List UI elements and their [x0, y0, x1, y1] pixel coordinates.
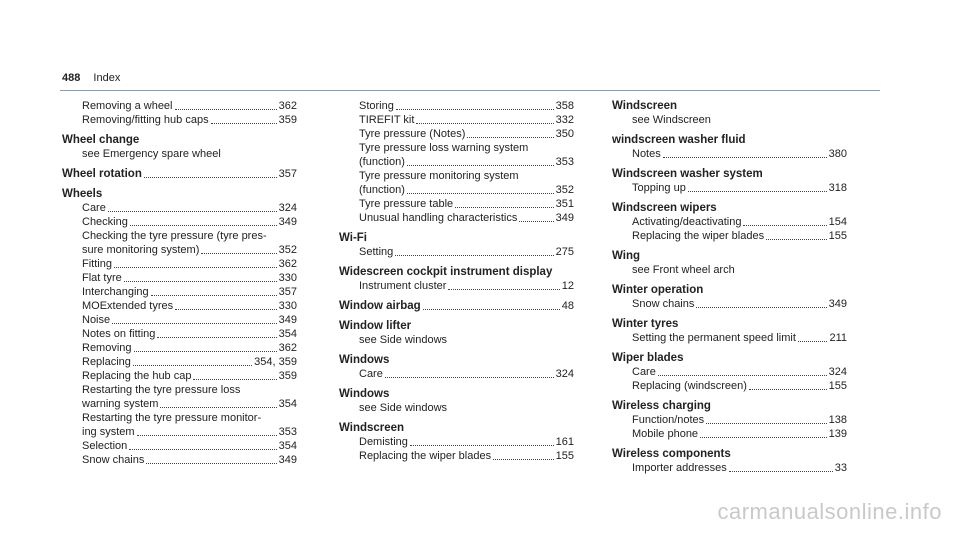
- page-reference: 330: [278, 272, 297, 284]
- index-subentry: [62, 271, 297, 285]
- page-reference: 354: [278, 328, 297, 340]
- page-reference: 161: [555, 436, 574, 448]
- entry-label: Care: [632, 366, 656, 378]
- page-reference: 332: [555, 114, 574, 126]
- dot-leader: [493, 459, 554, 460]
- index-subentry: [339, 367, 574, 381]
- index-subentry: [339, 127, 574, 141]
- entry-label: Replacing the wiper blades: [632, 230, 765, 242]
- index-subentry: [339, 435, 574, 449]
- index-heading-entry: [62, 167, 297, 181]
- page-reference: 138: [828, 414, 847, 426]
- index-subentry: [62, 243, 297, 257]
- entry-label: (function): [359, 156, 405, 168]
- entry-label: Notes on fitting: [82, 328, 156, 340]
- index-subentry: [612, 215, 847, 229]
- entry-label: Removing/fitting hub caps: [82, 114, 209, 126]
- index-subentry: [612, 379, 847, 393]
- index-subentry: [62, 341, 297, 355]
- page-reference: 154: [828, 216, 847, 228]
- page-reference: 324: [278, 202, 297, 214]
- page-reference: 350: [555, 128, 574, 140]
- page-reference: 352: [555, 184, 574, 196]
- page-reference: 357: [278, 286, 297, 298]
- entry-continuation: Tyre pressure loss warning system: [359, 142, 529, 154]
- page-reference: 349: [828, 298, 847, 310]
- entry-continuation: Restarting the tyre pressure monitor-: [82, 412, 262, 424]
- entry-label: Checking: [82, 216, 128, 228]
- dot-leader: [396, 109, 554, 110]
- page-reference: 359: [278, 370, 297, 382]
- page-reference: 357: [278, 168, 297, 180]
- entry-label: TIREFIT kit: [359, 114, 415, 126]
- dot-leader: [395, 255, 553, 256]
- index-heading: windscreen washer fluid: [612, 134, 746, 146]
- entry-label: Wheel rotation: [62, 168, 142, 180]
- index-subentry: [62, 285, 297, 299]
- index-subentry: [62, 99, 297, 113]
- dot-leader: [467, 137, 553, 138]
- dot-leader: [448, 289, 559, 290]
- dot-leader: [146, 463, 276, 464]
- page-reference: 139: [828, 428, 847, 440]
- entry-label: MOExtended tyres: [82, 300, 174, 312]
- entry-label: Storing: [359, 100, 394, 112]
- index-subentry: [339, 183, 574, 197]
- dot-leader: [700, 437, 827, 438]
- dot-leader: [133, 365, 252, 366]
- entry-label: Setting the permanent speed limit: [632, 332, 796, 344]
- dot-leader: [423, 309, 560, 310]
- entry-label: Care: [82, 202, 106, 214]
- dot-leader: [144, 177, 277, 178]
- index-heading: Window lifter: [339, 320, 412, 332]
- index-column-1: [62, 99, 297, 467]
- page-reference: 33: [834, 462, 847, 474]
- entry-label: Replacing the hub cap: [82, 370, 192, 382]
- index-subentry: [339, 155, 574, 169]
- page-reference: 155: [555, 450, 574, 462]
- dot-leader: [706, 423, 826, 424]
- index-subentry: [62, 113, 297, 127]
- entry-label: Activating/deactivating: [632, 216, 742, 228]
- index-subentry: [62, 439, 297, 453]
- index-subentry: [62, 453, 297, 467]
- page-reference: 362: [278, 342, 297, 354]
- index-heading: Wireless charging: [612, 400, 711, 412]
- entry-label: Topping up: [632, 182, 686, 194]
- entry-label: Mobile phone: [632, 428, 699, 440]
- index-subentry: [62, 355, 297, 369]
- page-reference: 349: [555, 212, 574, 224]
- page-reference: 354: [278, 398, 297, 410]
- entry-label: Tyre pressure table: [359, 198, 454, 210]
- entry-continuation: Tyre pressure monitoring system: [359, 170, 519, 182]
- dot-leader: [658, 375, 827, 376]
- entry-label: Function/notes: [632, 414, 705, 426]
- index-subentry: [339, 279, 574, 293]
- entry-label: Noise: [82, 314, 111, 326]
- page-reference: 48: [561, 300, 574, 312]
- dot-leader: [130, 225, 277, 226]
- index-heading: Wheels: [62, 188, 103, 200]
- entry-label: Notes: [632, 148, 661, 160]
- dot-leader: [175, 309, 277, 310]
- dot-leader: [201, 253, 276, 254]
- index-subentry: [612, 461, 847, 475]
- dot-leader: [134, 351, 277, 352]
- index-subentry: [62, 369, 297, 383]
- see-reference: see Side windows: [359, 402, 448, 414]
- dot-leader: [688, 191, 827, 192]
- entry-label: Removing a wheel: [82, 100, 173, 112]
- index-subentry: [339, 99, 574, 113]
- entry-label: Importer addresses: [632, 462, 727, 474]
- page-number: 488: [62, 72, 81, 84]
- entry-label: Snow chains: [82, 454, 145, 466]
- dot-leader: [114, 267, 277, 268]
- entry-label: Fitting: [82, 258, 112, 270]
- page-reference: 353: [555, 156, 574, 168]
- page-reference: 359: [278, 114, 297, 126]
- dot-leader: [407, 165, 554, 166]
- entry-label: Setting: [359, 246, 394, 258]
- entry-label: Window airbag: [339, 300, 421, 312]
- entry-label: Replacing the wiper blades: [359, 450, 492, 462]
- index-heading: Windows: [339, 354, 390, 366]
- index-subentry: [339, 197, 574, 211]
- dot-leader: [743, 225, 826, 226]
- index-subentry: [62, 299, 297, 313]
- page-reference: 354, 359: [254, 356, 297, 368]
- index-column-3: [612, 99, 847, 475]
- see-reference: see Front wheel arch: [632, 264, 735, 276]
- entry-label: Interchanging: [82, 286, 149, 298]
- dot-leader: [151, 295, 277, 296]
- index-subentry: [612, 229, 847, 243]
- page-reference: 352: [278, 244, 297, 256]
- index-heading-entry: [339, 299, 574, 313]
- page-header: [62, 72, 120, 84]
- page-reference: 318: [828, 182, 847, 194]
- entry-label: warning system: [82, 398, 159, 410]
- index-subentry: [612, 331, 847, 345]
- index-subentry: [339, 211, 574, 225]
- entry-continuation: Checking the tyre pressure (tyre pres-: [82, 230, 267, 242]
- entry-label: sure monitoring system): [82, 244, 200, 256]
- entry-label: Replacing: [82, 356, 131, 368]
- dot-leader: [407, 193, 554, 194]
- index-heading: Windscreen: [339, 422, 405, 434]
- page-reference: 351: [555, 198, 574, 210]
- dot-leader: [211, 123, 277, 124]
- page-reference: 155: [828, 230, 847, 242]
- page-reference: 349: [278, 314, 297, 326]
- index-subentry: [612, 147, 847, 161]
- index-subentry: [612, 181, 847, 195]
- index-heading: Wireless components: [612, 448, 731, 460]
- index-heading: Wing: [612, 250, 640, 262]
- index-heading: Windscreen: [612, 100, 678, 112]
- index-heading: Wheel change: [62, 134, 140, 146]
- dot-leader: [108, 211, 277, 212]
- entry-label: (function): [359, 184, 405, 196]
- dot-leader: [124, 281, 277, 282]
- dot-leader: [696, 307, 826, 308]
- watermark: carmanualsonline.info: [717, 499, 942, 524]
- dot-leader: [749, 389, 827, 390]
- dot-leader: [766, 239, 827, 240]
- page-reference: 362: [278, 258, 297, 270]
- entry-continuation: Restarting the tyre pressure loss: [82, 384, 241, 396]
- dot-leader: [663, 157, 827, 158]
- dot-leader: [729, 471, 833, 472]
- dot-leader: [137, 435, 277, 436]
- page-reference: 358: [555, 100, 574, 112]
- entry-label: Selection: [82, 440, 128, 452]
- dot-leader: [519, 221, 553, 222]
- page-reference: 12: [561, 280, 574, 292]
- dot-leader: [129, 449, 276, 450]
- page-reference: 380: [828, 148, 847, 160]
- dot-leader: [157, 337, 276, 338]
- index-subentry: [62, 257, 297, 271]
- dot-leader: [385, 377, 554, 378]
- page-reference: 324: [828, 366, 847, 378]
- entry-label: Tyre pressure (Notes): [359, 128, 466, 140]
- index-subentry: [62, 201, 297, 215]
- dot-leader: [798, 341, 828, 342]
- index-subentry: [339, 245, 574, 259]
- entry-label: Snow chains: [632, 298, 695, 310]
- page-reference: 275: [555, 246, 574, 258]
- entry-label: Care: [359, 368, 383, 380]
- see-reference: see Side windows: [359, 334, 448, 346]
- index-subentry: [339, 113, 574, 127]
- page-reference: 211: [829, 332, 847, 344]
- entry-label: Instrument cluster: [359, 280, 447, 292]
- index-subentry: [62, 215, 297, 229]
- page-reference: 353: [278, 426, 297, 438]
- index-subentry: [62, 397, 297, 411]
- index-subentry: [62, 313, 297, 327]
- dot-leader: [416, 123, 553, 124]
- entry-label: Demisting: [359, 436, 408, 448]
- section-title: Index: [93, 72, 121, 84]
- index-subentry: [62, 425, 297, 439]
- see-reference: see Windscreen: [632, 114, 711, 126]
- index-subentry: [612, 427, 847, 441]
- page-reference: 349: [278, 216, 297, 228]
- index-heading: Winter operation: [612, 284, 704, 296]
- see-reference: see Emergency spare wheel: [82, 148, 221, 160]
- dot-leader: [112, 323, 277, 324]
- dot-leader: [193, 379, 276, 380]
- dot-leader: [175, 109, 277, 110]
- index-heading: Winter tyres: [612, 318, 679, 330]
- index-subentry: [612, 297, 847, 311]
- index-heading: Windscreen washer system: [612, 168, 763, 180]
- index-subentry: [612, 365, 847, 379]
- index-subentry: [612, 413, 847, 427]
- index-heading: Wiper blades: [612, 352, 684, 364]
- dot-leader: [160, 407, 276, 408]
- entry-label: ing system: [82, 426, 135, 438]
- entry-label: Replacing (windscreen): [632, 380, 747, 392]
- entry-label: Unusual handling characteristics: [359, 212, 518, 224]
- index-column-2: [339, 99, 574, 463]
- page-reference: 330: [278, 300, 297, 312]
- index-subentry: [339, 449, 574, 463]
- page-reference: 324: [555, 368, 574, 380]
- index-subentry: [62, 327, 297, 341]
- page-reference: 362: [278, 100, 297, 112]
- page-reference: 349: [278, 454, 297, 466]
- index-heading: Widescreen cockpit instrument display: [339, 266, 553, 278]
- entry-label: Removing: [82, 342, 132, 354]
- entry-label: Flat tyre: [82, 272, 122, 284]
- header-divider: [60, 90, 880, 91]
- dot-leader: [410, 445, 554, 446]
- index-heading: Windows: [339, 388, 390, 400]
- index-heading: Windscreen wipers: [612, 202, 717, 214]
- index-heading: Wi-Fi: [339, 232, 367, 244]
- dot-leader: [455, 207, 553, 208]
- page-reference: 155: [828, 380, 847, 392]
- page-reference: 354: [278, 440, 297, 452]
